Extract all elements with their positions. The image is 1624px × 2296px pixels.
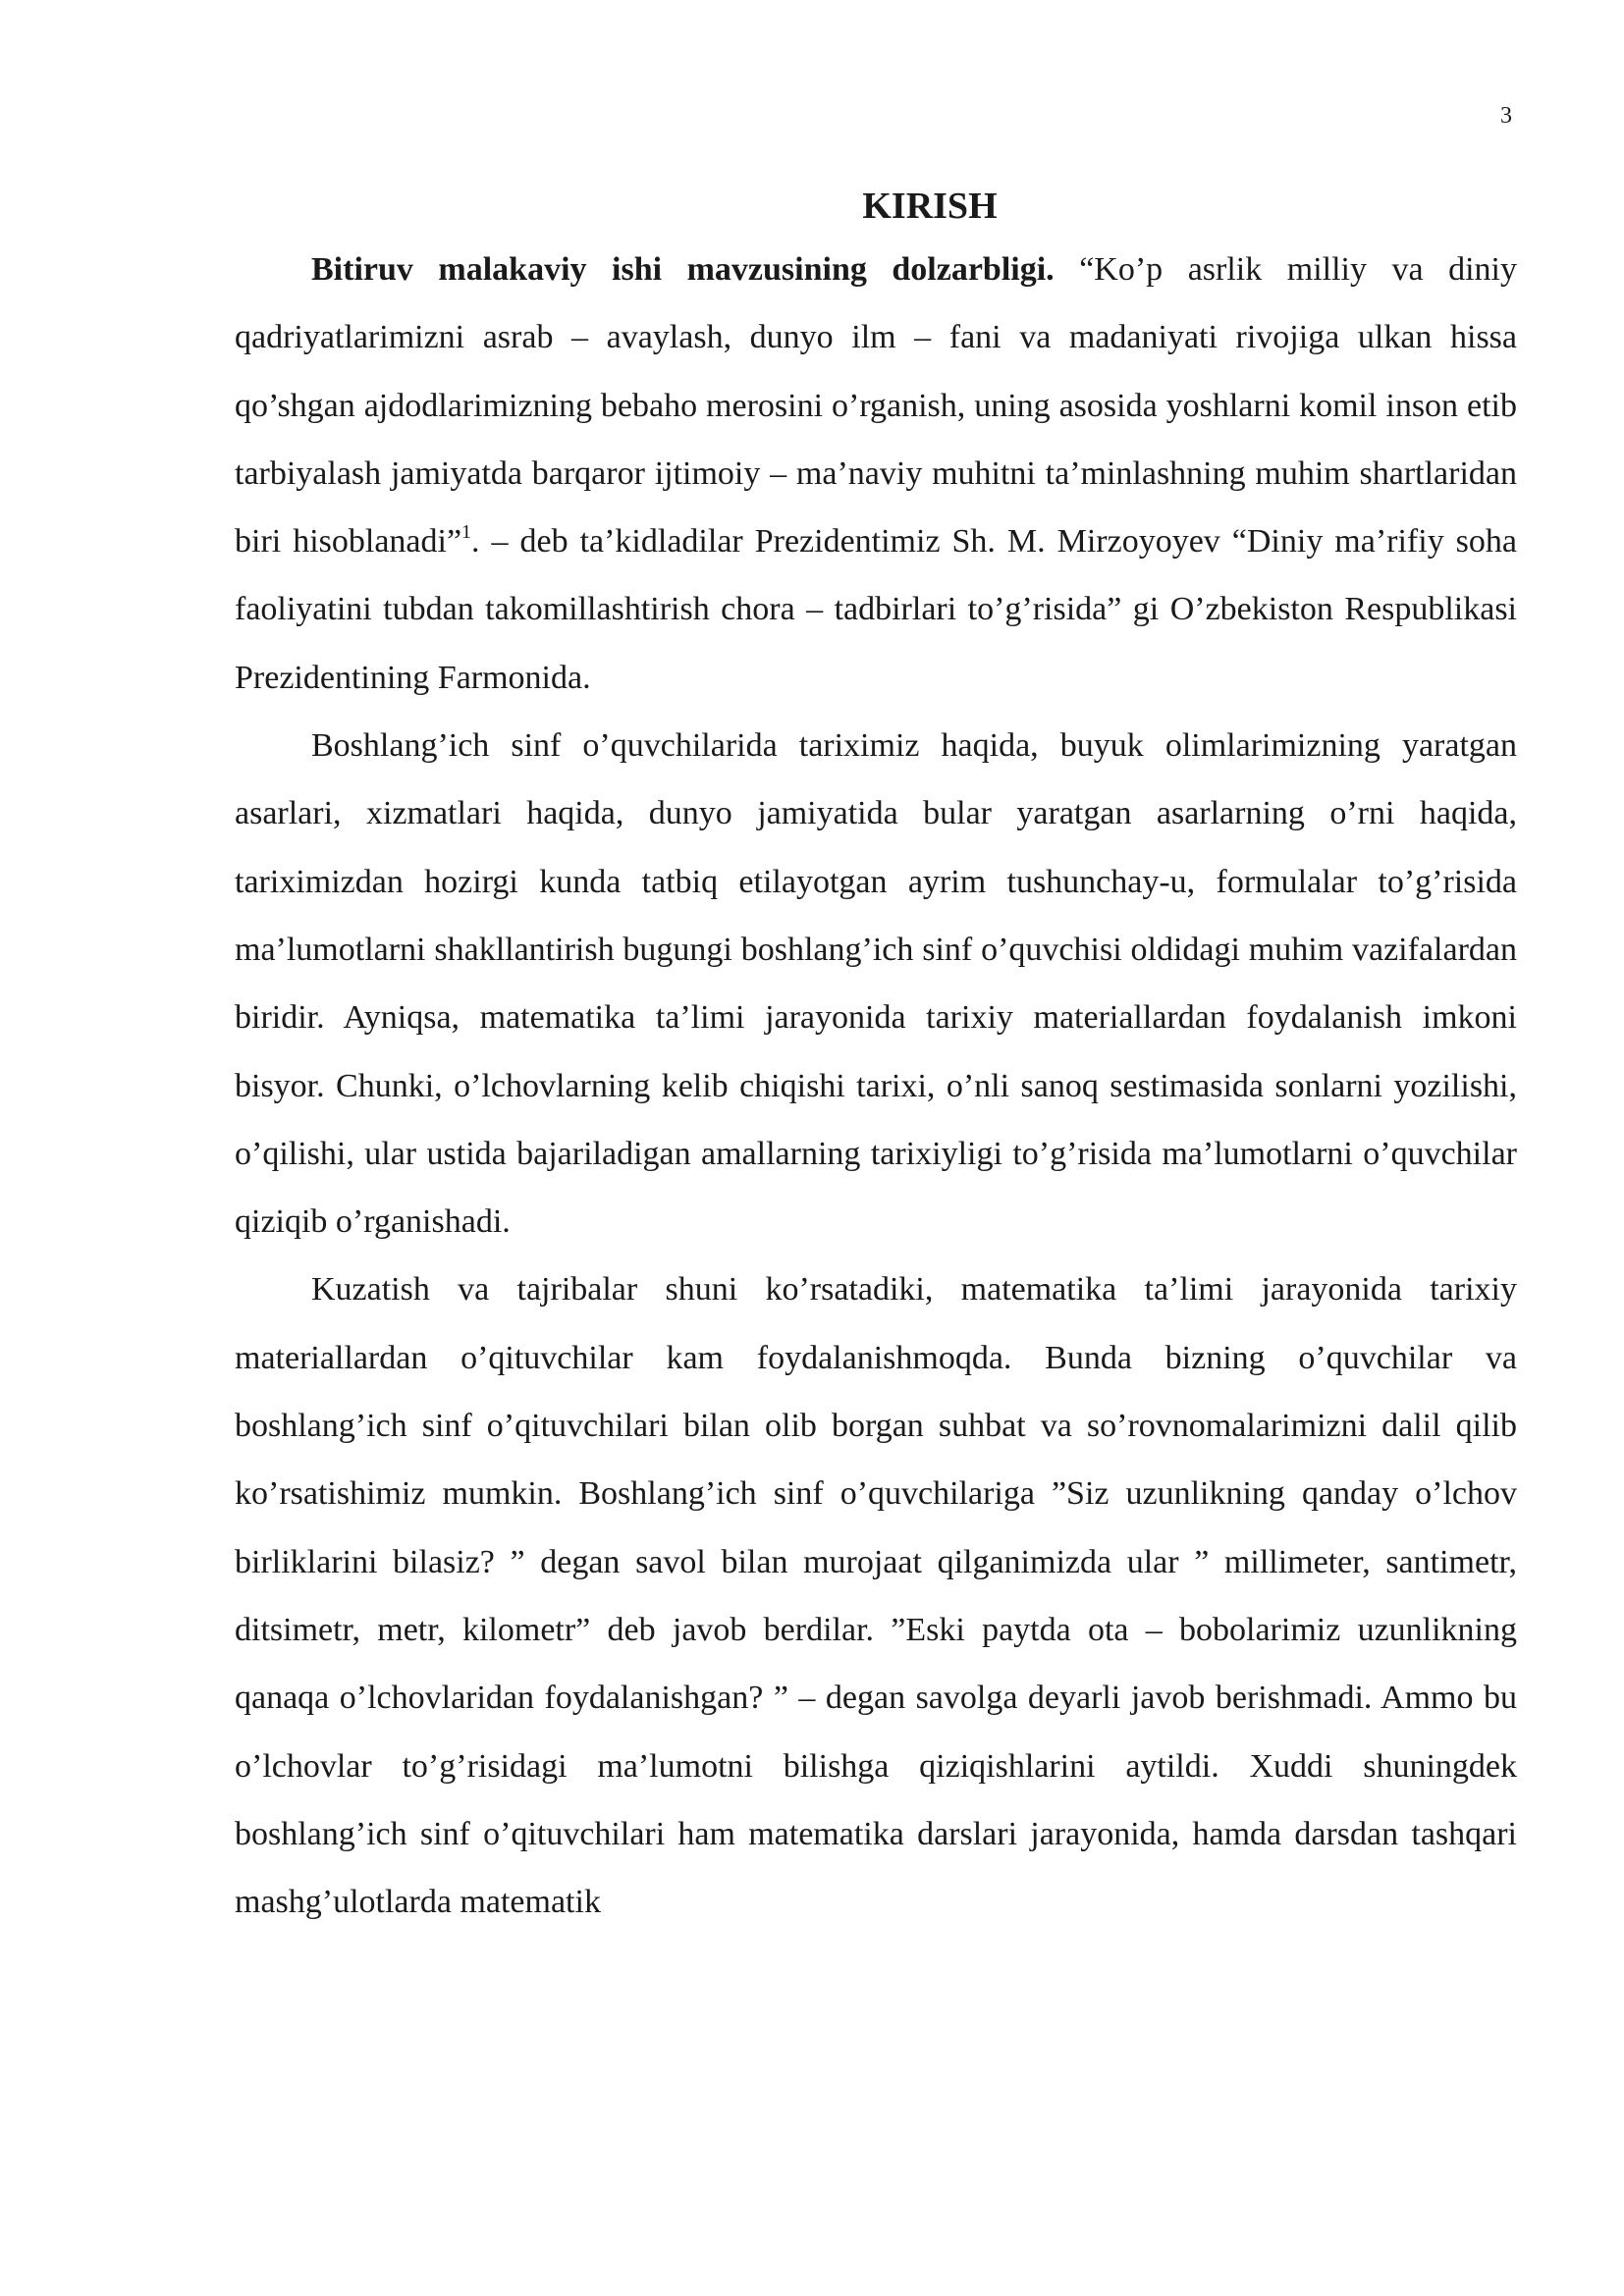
paragraph-relevance bbox=[235, 236, 1517, 712]
paragraph-text: “Ko’p asrlik milliy va diniy qadriyatlarimizni asrab – avaylash, dunyo ilm – fani va madaniyati rivojiga ulkan hissa qo’shgan ajdodlarimizning bebaho merosini o’rganish, uning asosida yoshlarni komil inson etib tarbiyalash jamiyatda barqaror ijtimoiy – ma’naviy muhitni ta’minlashning muhim shartlaridan biri hisoblanadi” bbox=[235, 251, 1518, 561]
document-body bbox=[235, 236, 1517, 1936]
paragraph-students: Boshlang’ich sinf o’quvchilarida tariximiz haqida, buyuk olimlarimizning yaratgan asarlari, xizmatlari haqida, dunyo jamiyatida bular yaratgan asarlarning o’rni haqida, tariximizdan hozirgi kunda tatbiq etilayotgan ayrim tushunchay-u, formulalar to’g’risida ma’lumotlarni shakllantirish bugungi boshlang’ich sinf o’quvchisi oldidagi muhim vazifalardan biridir. Ayniqsa, matematika ta’limi jarayonida tarixiy materiallardan foydalanish imkoni bisyor. Chunki, o’lchovlarning kelib chiqishi tarixi, o’nli sanoq sestimasida sonlarni yozilishi, o’qilishi, ular ustida bajariladigan amallarning tarixiyligi to’g’risida ma’lumotlarni o’quvchilar qiziqib o’rganishadi. bbox=[235, 727, 1517, 1241]
page-title: KIRISH bbox=[862, 186, 998, 228]
footnote-marker: 1 bbox=[461, 521, 472, 544]
paragraph-lead-heading: Bitiruv malakaviy ishi mavzusining dolzarbligi. bbox=[311, 251, 1055, 288]
paragraph-observations: Kuzatish va tajribalar shuni ko’rsatadiki, matematika ta’limi jarayonida tarixiy materiallardan o’qituvchilar kam foydalanishmoqda. Bunda bizning o’quvchilar va boshlang’ich sinf o’qituvchilari bilan olib borgan suhbat va so’rovnomalarimizni dalil qilib ko’rsatishimiz mumkin. Boshlang’ich sinf o’quvchilariga ”Siz uzunlikning qanday o’lchov birliklarini bilasiz? ” degan savol bilan murojaat qilganimizda ular ” millimeter, santimetr, ditsimetr, metr, kilometr” deb javob berdilar. ”Eski paytda ota – bobolarimiz uzunlikning qanaqa o’lchovlaridan foydalanishgan? ” – degan savolga deyarli javob berishmadi. Ammo bu o’lchovlar to’g’risidagi ma’lumotni bilishga qiziqishlarini aytildi. Xuddi shuningdek boshlang’ich sinf o’qituvchilari ham matematika darslari jarayonida, hamda darsdan tashqari mashg’ulotlarda matematik bbox=[235, 1271, 1517, 1921]
page-number: 3 bbox=[1500, 103, 1512, 129]
paragraph-text: . – deb ta’kidladilar Prezidentimiz Sh. M. Mirzoyoyev “Diniy ma’rifiy soha faoliyatini tubdan takomillashtirish chora – tadbirlari to’g’risida” gi O’zbekiston Respublikasi Prezidentining Farmonida. bbox=[235, 523, 1517, 696]
